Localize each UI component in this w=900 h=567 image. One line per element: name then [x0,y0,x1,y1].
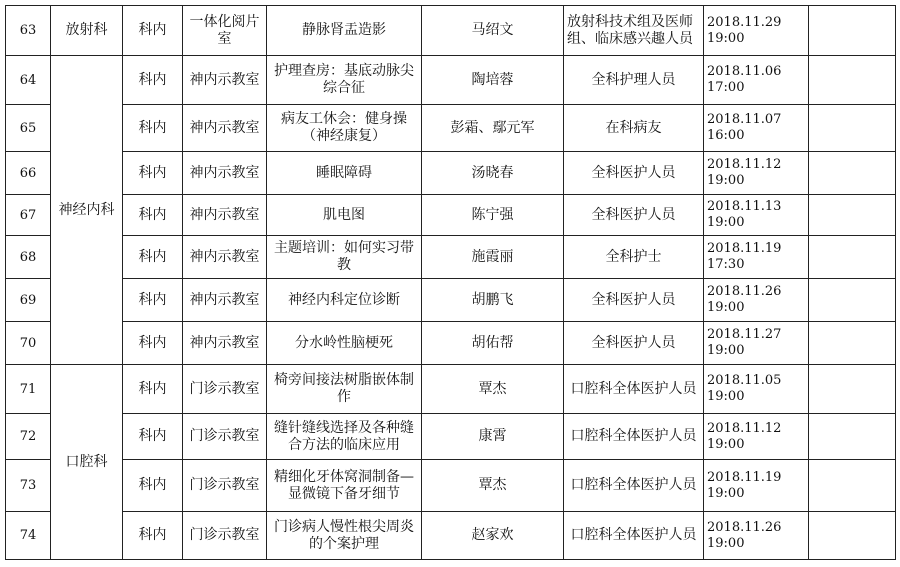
venue-cell: 神内示教室 [183,236,267,279]
blank-cell [809,512,896,560]
audience-cell: 口腔科全体医护人员 [564,365,704,414]
topic-cell: 神经内科定位诊断 [267,279,422,322]
table-row [6,152,896,195]
speaker-cell: 马绍文 [422,6,564,56]
training-schedule-table [5,5,896,560]
time-cell: 2018.11.19 19:00 [704,460,809,512]
blank-cell [809,152,896,195]
blank-cell [809,279,896,322]
schedule-sheet [5,5,896,560]
type-cell: 科内 [123,236,183,279]
type-cell: 科内 [123,152,183,195]
venue-cell: 神内示教室 [183,56,267,105]
table-row [6,365,896,414]
time-cell: 2018.11.27 19:00 [704,322,809,365]
audience-cell: 在科病友 [564,105,704,152]
row-number: 65 [6,105,51,152]
row-number: 67 [6,195,51,236]
row-number: 69 [6,279,51,322]
time-cell: 2018.11.26 19:00 [704,279,809,322]
time-cell: 2018.11.19 17:30 [704,236,809,279]
time-cell: 2018.11.06 17:00 [704,56,809,105]
speaker-cell: 施霞丽 [422,236,564,279]
blank-cell [809,365,896,414]
type-cell: 科内 [123,414,183,460]
topic-cell: 肌电图 [267,195,422,236]
topic-cell: 缝针缝线选择及各种缝合方法的临床应用 [267,414,422,460]
type-cell: 科内 [123,322,183,365]
audience-cell: 全科护士 [564,236,704,279]
department-cell: 放射科 [51,6,123,56]
type-cell: 科内 [123,6,183,56]
speaker-cell: 康霄 [422,414,564,460]
table-row [6,195,896,236]
row-number: 64 [6,56,51,105]
table-row [6,460,896,512]
type-cell: 科内 [123,460,183,512]
type-cell: 科内 [123,195,183,236]
audience-cell: 全科医护人员 [564,195,704,236]
topic-cell: 护理查房：基底动脉尖综合征 [267,56,422,105]
type-cell: 科内 [123,512,183,560]
speaker-cell: 陈宁强 [422,195,564,236]
type-cell: 科内 [123,279,183,322]
type-cell: 科内 [123,105,183,152]
table-row [6,6,896,56]
venue-cell: 门诊示教室 [183,512,267,560]
audience-cell: 口腔科全体医护人员 [564,414,704,460]
blank-cell [809,322,896,365]
blank-cell [809,56,896,105]
row-number: 72 [6,414,51,460]
venue-cell: 门诊示教室 [183,414,267,460]
topic-cell: 病友工休会：健身操（神经康复） [267,105,422,152]
table-row [6,279,896,322]
row-number: 71 [6,365,51,414]
speaker-cell: 赵家欢 [422,512,564,560]
topic-cell: 精细化牙体窝洞制备—显微镜下备牙细节 [267,460,422,512]
row-number: 70 [6,322,51,365]
row-number: 73 [6,460,51,512]
topic-cell: 静脉肾盂造影 [267,6,422,56]
audience-cell: 全科护理人员 [564,56,704,105]
venue-cell: 神内示教室 [183,105,267,152]
type-cell: 科内 [123,56,183,105]
table-row [6,56,896,105]
type-cell: 科内 [123,365,183,414]
speaker-cell: 覃杰 [422,365,564,414]
row-number: 63 [6,6,51,56]
time-cell: 2018.11.12 19:00 [704,152,809,195]
row-number: 66 [6,152,51,195]
topic-cell: 门诊病人慢性根尖周炎的个案护理 [267,512,422,560]
department-cell: 神经内科 [51,56,123,365]
table-row [6,322,896,365]
time-cell: 2018.11.05 19:00 [704,365,809,414]
speaker-cell: 汤晓春 [422,152,564,195]
topic-cell: 分水岭性脑梗死 [267,322,422,365]
venue-cell: 一体化阅片室 [183,6,267,56]
speaker-cell: 覃杰 [422,460,564,512]
blank-cell [809,236,896,279]
table-row [6,236,896,279]
audience-cell: 全科医护人员 [564,152,704,195]
speaker-cell: 胡佑帮 [422,322,564,365]
venue-cell: 神内示教室 [183,195,267,236]
table-row [6,105,896,152]
blank-cell [809,105,896,152]
venue-cell: 神内示教室 [183,152,267,195]
audience-cell: 全科医护人员 [564,279,704,322]
table-row [6,414,896,460]
blank-cell [809,414,896,460]
speaker-cell: 陶培蓉 [422,56,564,105]
time-cell: 2018.11.12 19:00 [704,414,809,460]
time-cell: 2018.11.07 16:00 [704,105,809,152]
venue-cell: 神内示教室 [183,322,267,365]
row-number: 74 [6,512,51,560]
venue-cell: 门诊示教室 [183,365,267,414]
time-cell: 2018.11.29 19:00 [704,6,809,56]
time-cell: 2018.11.13 19:00 [704,195,809,236]
speaker-cell: 胡鹏飞 [422,279,564,322]
audience-cell: 口腔科全体医护人员 [564,512,704,560]
venue-cell: 神内示教室 [183,279,267,322]
blank-cell [809,460,896,512]
topic-cell: 椅旁间接法树脂嵌体制作 [267,365,422,414]
blank-cell [809,195,896,236]
time-cell: 2018.11.26 19:00 [704,512,809,560]
row-number: 68 [6,236,51,279]
topic-cell: 主题培训：如何实习带教 [267,236,422,279]
blank-cell [809,6,896,56]
audience-cell: 口腔科全体医护人员 [564,460,704,512]
topic-cell: 睡眠障碍 [267,152,422,195]
audience-cell: 全科医护人员 [564,322,704,365]
table-row [6,512,896,560]
speaker-cell: 彭霜、鄢元军 [422,105,564,152]
department-cell: 口腔科 [51,365,123,560]
venue-cell: 门诊示教室 [183,460,267,512]
audience-cell: 放射科技术组及医师组、临床感兴趣人员 [564,6,704,56]
